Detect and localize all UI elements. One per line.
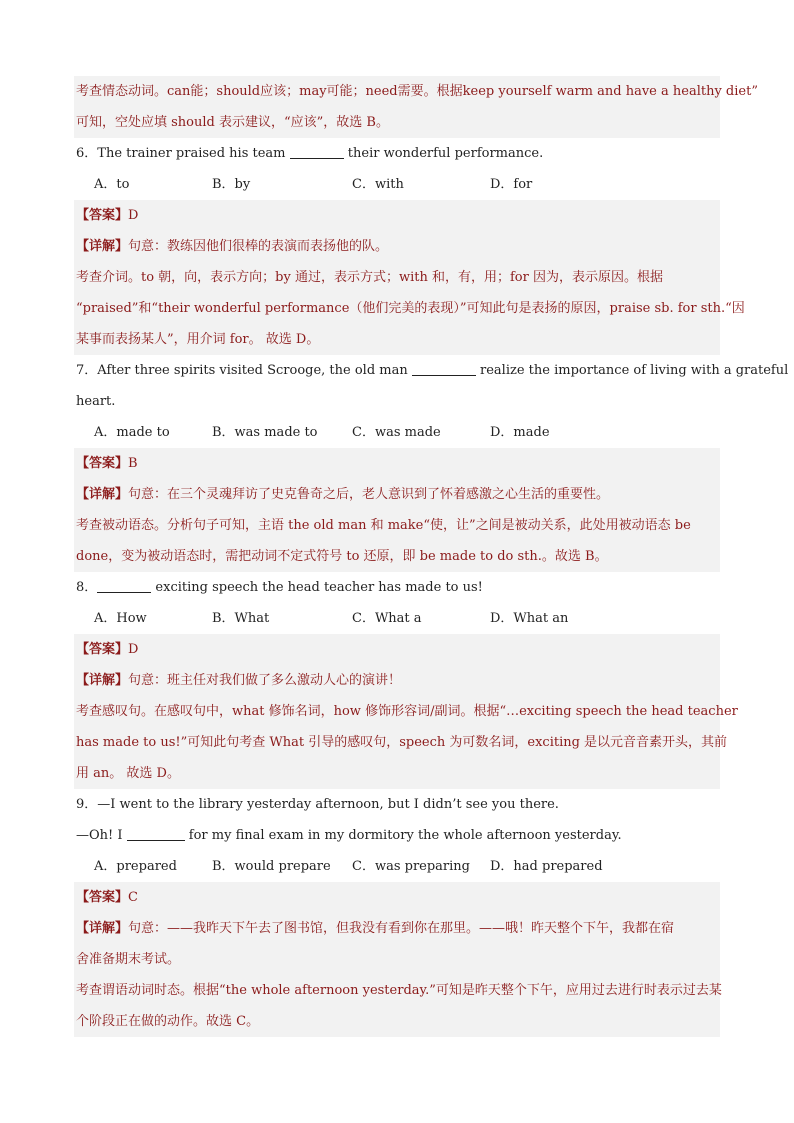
explanation-line: 可知，空处应填 should 表示建议，“应该”，故选 B。	[74, 107, 720, 138]
explanation-line: 个阶段正在做的动作。故选 C。	[74, 1006, 720, 1037]
meaning-text: 句意：在三个灵魂拜访了史克鲁奇之后，老人意识到了怀着感激之心生活的重要性。	[128, 487, 610, 502]
dialogue-line: —I went to the library yesterday afternoon, but I didn’t see you there.	[97, 797, 559, 812]
explanation-line: has made to us!”可知此句考查 What 引导的感叹句，speech 为可数名词，exciting 是以元音音素开头，其前	[74, 727, 720, 758]
explanation-line: 某事而表扬某人”，用介词 for。 故选 D。	[74, 324, 720, 355]
answer-tag: 【答案】	[76, 208, 129, 223]
meaning-text: 句意：教练因他们很棒的表演而表扬他的队。	[128, 239, 389, 254]
detail-tag: 【详解】	[76, 239, 129, 254]
answer-tag: 【答案】	[76, 642, 129, 657]
question-7	[74, 355, 789, 386]
option-c: C．was preparing	[352, 859, 470, 874]
detail-tag: 【详解】	[76, 673, 129, 688]
answer-line	[74, 200, 720, 231]
option-b: B．would prepare	[212, 859, 331, 874]
question-text-pre: The trainer praised his team	[97, 146, 290, 161]
answer-line	[74, 448, 720, 479]
answer-line	[74, 634, 720, 665]
answer-blank	[412, 362, 476, 376]
question-number: 7．	[76, 363, 98, 378]
detail-line	[74, 913, 720, 944]
explanation-line: 考查感叹句。在感叹句中，what 修饰名词，how 修饰形容词/副词。根据“…exciting speech the head teacher	[74, 696, 720, 727]
options-row	[74, 603, 720, 634]
question-text-pre: After three spirits visited Scrooge, the old man	[97, 363, 412, 378]
explanation-line: “praised”和“their wonderful performance（他们完美的表现）”可知此句是表扬的原因，praise sb. for sth.“因	[74, 293, 720, 324]
option-b: B．by	[212, 177, 251, 192]
dialogue-reply	[74, 820, 720, 851]
explanation-line: done，变为被动语态时，需把动词不定式符号 to 还原，即 be made to do sth.。故选 B。	[74, 541, 720, 572]
options-row	[74, 169, 720, 200]
options-row	[74, 417, 720, 448]
option-a: A．made to	[94, 425, 170, 440]
answer-value: C	[128, 890, 138, 905]
answer-tag: 【答案】	[76, 456, 129, 471]
option-d: D．What an	[490, 611, 569, 626]
explanation-line: 考查介词。to 朝，向，表示方向；by 通过，表示方式；with 和，有，用；for 因为，表示原因。根据	[74, 262, 720, 293]
option-d: D．for	[490, 177, 533, 192]
question-text-continued: heart.	[76, 394, 116, 409]
option-b: B．What	[212, 611, 270, 626]
document-page	[74, 76, 789, 1037]
option-d: D．had prepared	[490, 859, 603, 874]
question-text-post: for my final exam in my dormitory the whole afternoon yesterday.	[184, 828, 622, 843]
option-c: C．with	[352, 177, 404, 192]
explanation-line: 考查情态动词。can能；should应该；may可能；need需要。根据keep yourself warm and have a healthy diet”	[74, 76, 720, 107]
explanation-line: 用 an。 故选 D。	[74, 758, 720, 789]
option-d: D．made	[490, 425, 550, 440]
detail-line	[74, 231, 720, 262]
question-8	[74, 572, 720, 603]
answer-value: D	[128, 208, 139, 223]
answer-blank	[97, 579, 151, 593]
option-c: C．was made	[352, 425, 441, 440]
meaning-text: 句意：班主任对我们做了多么激动人心的演讲！	[128, 673, 402, 688]
question-number: 6．	[76, 146, 98, 161]
option-a: A．How	[94, 611, 147, 626]
explanation-line: 考查谓语动词时态。根据“the whole afternoon yesterday.”可知是昨天整个下午，应用过去进行时表示过去某	[74, 975, 720, 1006]
detail-tag: 【详解】	[76, 487, 129, 502]
detail-tag: 【详解】	[76, 921, 129, 936]
detail-line	[74, 479, 720, 510]
meaning-text: 句意：——我昨天下午去了图书馆，但我没有看到你在那里。——哦！昨天整个下午，我都在宿	[128, 921, 675, 936]
answer-line	[74, 882, 720, 913]
answer-blank	[290, 145, 344, 159]
question-text-post: realize the importance of living with a grateful	[475, 363, 789, 378]
meaning-text-continued: 舍准备期末考试。	[74, 944, 720, 975]
options-row	[74, 851, 720, 882]
option-a: A．prepared	[94, 859, 177, 874]
answer-tag: 【答案】	[76, 890, 129, 905]
option-a: A．to	[94, 177, 130, 192]
question-number: 8．	[76, 580, 98, 595]
answer-blank	[127, 827, 185, 841]
question-6	[74, 138, 720, 169]
detail-line	[74, 665, 720, 696]
question-text-post: exciting speech the head teacher has made to us!	[151, 580, 483, 595]
question-number: 9．	[76, 797, 98, 812]
answer-value: D	[128, 642, 139, 657]
option-c: C．What a	[352, 611, 422, 626]
question-text-pre: —Oh! I	[76, 828, 127, 843]
option-b: B．was made to	[212, 425, 318, 440]
question-text-post: their wonderful performance.	[343, 146, 544, 161]
question-9	[74, 789, 720, 820]
explanation-line: 考查被动语态。分析句子可知，主语 the old man 和 make“使，让”之间是被动关系，此处用被动语态 be	[74, 510, 720, 541]
answer-value: B	[128, 456, 138, 471]
